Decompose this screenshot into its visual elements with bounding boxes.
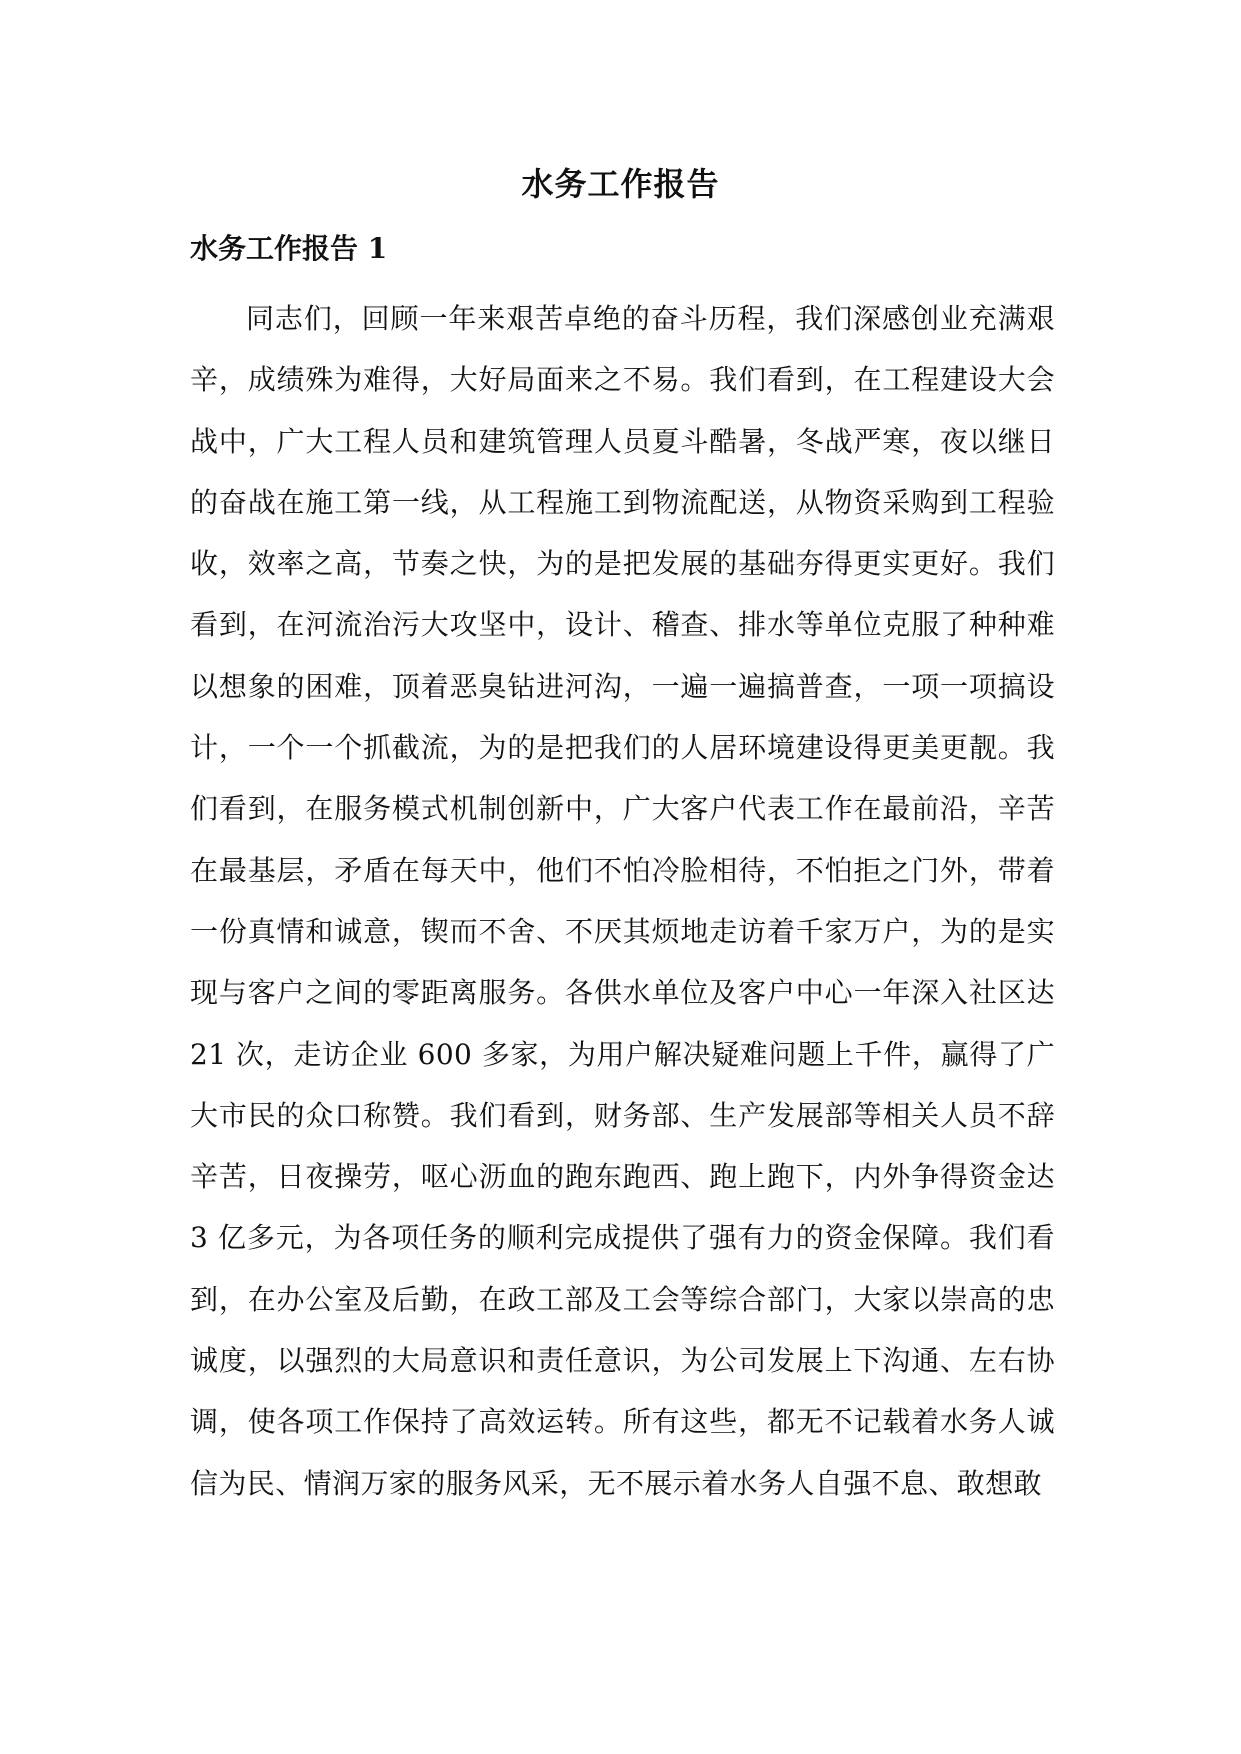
- section-heading: 水务工作报告 1: [190, 232, 388, 265]
- document-title: 水务工作报告: [521, 165, 720, 203]
- body-paragraph: 同志们，回顾一年来艰苦卓绝的奋斗历程，我们深感创业充满艰辛，成绩殊为难得，大好局面来之不易。我们看到，在工程建设大会战中，广大工程人员和建筑管理人员夏斗酷暑，冬战严寒，夜以继日的奋战在施工第一线，从工程施工到物流配送，从物资采购到工程验收，效率之高，节奏之快，为的是把发展的基础夯得更实更好。我们看到，在河流治污大攻坚中，设计、稽查、排水等单位克服了种种难以想象的困难，顶着恶臭钻进河沟，一遍一遍搞普查，一项一项搞设计，一个一个抓截流，为的是把我们的人居环境建设得更美更靓。我们看到，在服务模式机制创新中，广大客户代表工作在最前沿，辛苦在最基层，矛盾在每天中，他们不怕冷脸相待，不怕拒之门外，带着一份真情和诚意，锲而不舍、不厌其烦地走访着千家万户，为的是实现与客户之间的零距离服务。各供水单位及客户中心一年深入社区达 21 次，走访企业 600 多家，为用户解决疑难问题上千件，赢得了广大市民的众口称赞。我们看到，财务部、生产发展部等相关人员不辞辛苦，日夜操劳，呕心沥血的跑东跑西、跑上跑下，内外争得资金达 3 亿多元，为各项任务的顺利完成提供了强有力的资金保障。我们看到，在办公室及后勤，在政工部及工会等综合部门，大家以崇高的忠诚度，以强烈的大局意识和责任意识，为公司发展上下沟通、左右协调，使各项工作保持了高效运转。所有这些，都无不记载着水务人诚信为民、情润万家的服务风采，无不展示着水务人自强不息、敢想敢: [190, 302, 1055, 1500]
